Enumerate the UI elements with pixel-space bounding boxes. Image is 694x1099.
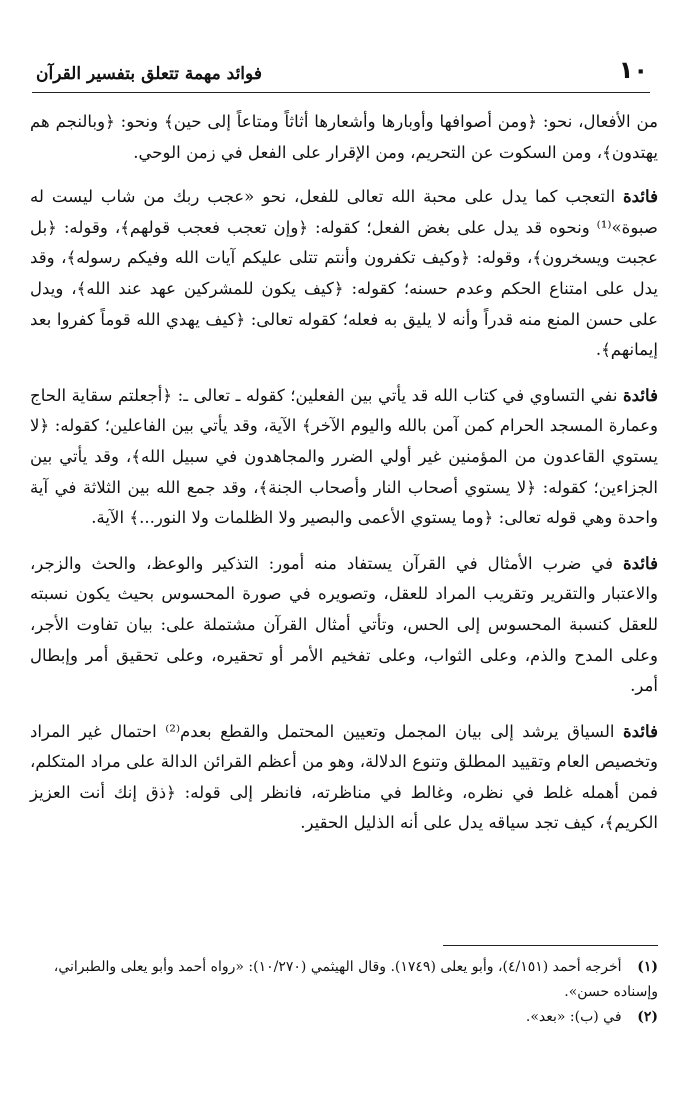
page-header — [32, 52, 650, 93]
paragraph-text: التعجب كما يدل على محبة الله تعالى للفعل، نحو «عجب ربك من شاب ليست له صبوة»⁽¹⁾ ونحوه قد يدل على بغض الفعل؛ كقوله: ﴿وإن تعجب فعجب قولهم﴾، وقوله: ﴿بل عجبت ويسخرون﴾، وقوله: ﴿وكيف تكفرون وأنتم تتلى عليكم آيات الله وفيكم رسوله﴾، وقد يدل على امتناع الحكم وعدم حسنه؛ كقوله: ﴿كيف يكون للمشركين عهد عند الله﴾، ويدل على حسن المنع منه قدراً وأنه لا يليق به فعله؛ كقوله تعالى: ﴿كيف يهدي الله قوماً كفروا بعد إيمانهم﴾. — [30, 187, 658, 360]
paragraph — [30, 716, 658, 839]
paragraph-lead: فائدة — [622, 552, 658, 573]
paragraph — [30, 380, 658, 534]
paragraph-text: من الأفعال، نحو: ﴿ومن أصوافها وأوبارها وأشعارها أثاثاً ومتاعاً إلى حين﴾ ونحو: ﴿وبالنجم هم يهتدون﴾، ومن السكوت عن التحريم، ومن الإقرار على الفعل في زمن الوحي. — [30, 112, 658, 162]
main-text — [30, 106, 658, 853]
paragraph-text: نفي التساوي في كتاب الله قد يأتي بين الفعلين؛ كقوله ـ تعالى ـ: ﴿أجعلتم سقاية الحاج وعمارة المسجد الحرام كمن آمن بالله واليوم الآخر﴾ الآية، وقد يأتي بين الفاعلين؛ كقوله: ﴿لا يستوي القاعدون من المؤمنين غير أولي الضرر والمجاهدون في سبيل الله﴾، وقد يأتي بين الجزاءين؛ كقوله: ﴿لا يستوي أصحاب النار وأصحاب الجنة﴾، وقد جمع الله بين الثلاثة في آية واحدة وهي قوله تعالى: ﴿وما يستوي الأعمى والبصير ولا الظلمات ولا النور...﴾ الآية. — [30, 385, 658, 528]
footnote-divider — [443, 945, 658, 946]
paragraph-text: السياق يرشد إلى بيان المجمل وتعيين المحتمل والقطع بعدم⁽²⁾ احتمال غير المراد وتخصيص العام وتقييد المطلق وتنوع الدلالة، وهو من أعظم القرائن الدالة على مراد المتكلم، فمن أهمله غلط في نظره، وغالط في مناظرته، فانظر إلى قوله: ﴿ذق إنك أنت العزيز الكريم﴾، كيف تجد سياقه يدل على أنه الذليل الحقير. — [30, 721, 658, 833]
footnote — [30, 1005, 658, 1030]
paragraph-lead: فائدة — [622, 720, 658, 741]
page-number: ١٠ — [618, 56, 648, 84]
footnote-number: (٢) — [637, 1009, 658, 1025]
footnote-text: في (ب): «بعد». — [525, 1009, 622, 1025]
paragraph — [30, 181, 658, 366]
footnote-text: أخرجه أحمد (٤/١٥١)، وأبو يعلى (١٧٤٩). وقال الهيثمي (١٠/٢٧٠): «رواه أحمد وأبو يعلى والطبراني، وإسناده حسن». — [53, 959, 658, 1000]
paragraph-text: في ضرب الأمثال في القرآن يستفاد منه أمور: التذكير والوعظ، والحث والزجر، والاعتبار والتقرير وتقريب المراد للعقل، وتصويره في صورة المحسوس بحيث يكون نسبته للعقل كنسبة المحسوس إلى الحس، وتأتي أمثال القرآن مشتملة على: بيان تفاوت الأجر، وعلى المدح والذم، وعلى الثواب، وعلى تفخيم الأمر أو تحقيره، وعلى تحقيق أمر وإبطال أمر. — [30, 553, 658, 696]
footnote-number: (١) — [637, 959, 658, 975]
paragraph-lead: فائدة — [622, 186, 658, 207]
paragraph — [30, 106, 658, 168]
footnote — [30, 955, 658, 1005]
running-title: فوائد مهمة تتعلق بتفسير القرآن — [36, 64, 262, 84]
paragraph-lead: فائدة — [622, 384, 658, 405]
footnotes — [30, 955, 658, 1030]
paragraph — [30, 548, 658, 702]
